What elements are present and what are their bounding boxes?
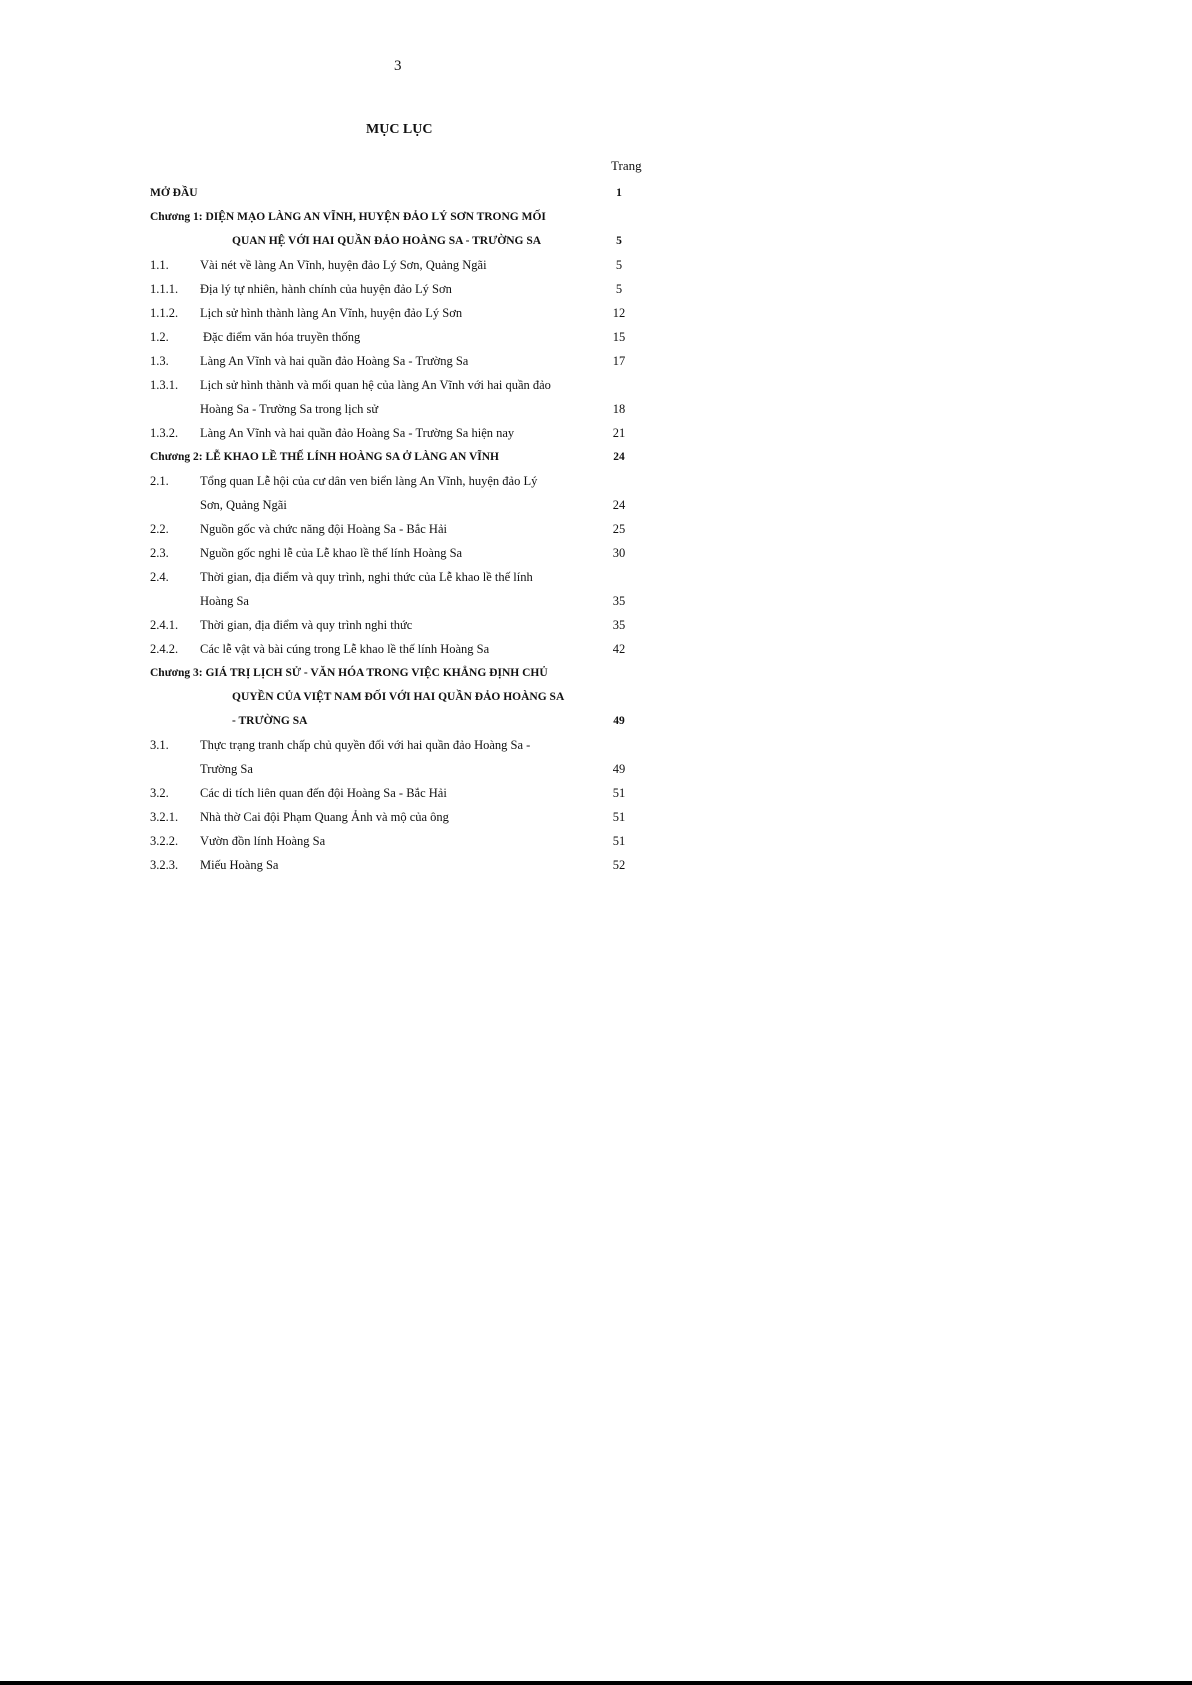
toc-page-number: 51 [612, 834, 626, 848]
toc-section-entry [150, 301, 660, 325]
toc-section-entry [150, 517, 660, 541]
toc-section-number: 3.1. [150, 738, 169, 752]
toc-section-number: 2.2. [150, 522, 169, 536]
toc-entry-text [203, 325, 623, 349]
toc-entry-line: Lịch sử hình thành làng An Vĩnh, huyện đảo Lý Sơn [200, 306, 463, 320]
toc-section-entry [150, 805, 660, 829]
toc-entry-line: Vài nét về làng An Vĩnh, huyện đảo Lý Sơn, Quảng Ngãi [200, 258, 487, 272]
toc-entry-text [200, 277, 620, 301]
toc-entry-text [200, 637, 620, 661]
toc-chapter-entry [150, 205, 660, 253]
toc-entry-text [150, 181, 570, 205]
toc-entry-text [200, 733, 620, 781]
toc-page-number: 30 [612, 546, 626, 560]
toc-page-number: 15 [612, 330, 626, 344]
toc-entry-line: Nguồn gốc nghi lễ của Lễ khao lề thế lính Hoàng Sa [200, 546, 463, 560]
toc-entry-line: GIÁ TRỊ LỊCH SỬ - VĂN HÓA TRONG VIỆC KHẲNG ĐỊNH CHỦ [202, 667, 548, 679]
toc-entry-text [200, 301, 620, 325]
toc-entry-line: Nhà thờ Cai đội Phạm Quang Ảnh và mộ của ông [200, 810, 449, 824]
toc-section-number: 1.3. [150, 354, 169, 368]
toc-entry-line: Thời gian, địa điểm và quy trình nghi thức [200, 618, 413, 632]
toc-entry-line: DIỆN MẠO LÀNG AN VĨNH, HUYỆN ĐẢO LÝ SƠN TRONG MỐI [202, 211, 546, 223]
toc-section-number: 2.4. [150, 570, 169, 584]
toc-section-number: 1.1.2. [150, 306, 179, 320]
toc-entry-line: Lịch sử hình thành và mối quan hệ của làng An Vĩnh với hai quần đảo [200, 378, 551, 392]
toc-section-number: 3.2. [150, 786, 169, 800]
toc-section-entry [150, 373, 660, 421]
toc-page-number: 52 [612, 858, 626, 872]
toc-entry-text [150, 445, 600, 469]
toc-chapter-label: Chương 1: [150, 211, 203, 223]
toc-page-number: 25 [612, 522, 626, 536]
toc-entry-line: - TRƯỜNG SA [232, 715, 308, 727]
toc-intro-entry [150, 181, 660, 205]
toc-page-number: 24 [612, 498, 626, 512]
toc-entry-line: Làng An Vĩnh và hai quần đảo Hoàng Sa - Trường Sa [200, 354, 469, 368]
toc-section-number: 1.3.1. [150, 378, 179, 392]
toc-entry-line: Sơn, Quảng Ngãi [200, 498, 287, 512]
toc-title: MỤC LỤC [366, 122, 433, 137]
toc-entry-line: Hoàng Sa - Trường Sa trong lịch sử [200, 402, 379, 416]
toc-entry-line: Hoàng Sa [200, 594, 249, 608]
toc-section-number: 2.4.2. [150, 642, 179, 656]
toc-chapter-heading [150, 667, 548, 679]
toc-section-entry [150, 349, 660, 373]
toc-chapter-heading [150, 451, 499, 463]
toc-section-entry [150, 325, 660, 349]
toc-entry-line: Vườn đồn lính Hoàng Sa [200, 834, 326, 848]
toc-entry-line: Đặc điểm văn hóa truyền thống [203, 330, 361, 344]
toc-section-entry [150, 277, 660, 301]
toc-page-number: 18 [612, 402, 626, 416]
toc-page-number: 5 [616, 235, 622, 247]
toc-section-entry [150, 781, 660, 805]
toc-entry-text [200, 853, 620, 877]
toc-entry-line: LỄ KHAO LỀ THẾ LÍNH HOÀNG SA Ở LÀNG AN VĨNH [202, 451, 499, 463]
toc-entry-line: Miếu Hoàng Sa [200, 858, 279, 872]
page-number: 3 [394, 58, 402, 74]
toc-entry-line: Trường Sa [200, 762, 253, 776]
toc-entry-text [200, 541, 620, 565]
page-column-label: Trang [611, 158, 642, 173]
toc-page-number: 49 [613, 715, 625, 727]
toc-entry-text [200, 517, 620, 541]
toc-section-number: 2.1. [150, 474, 169, 488]
toc-entry-line: Nguồn gốc và chức năng đội Hoàng Sa - Bắc Hải [200, 522, 447, 536]
toc-entry-text [200, 781, 620, 805]
toc-chapter-label: Chương 2: [150, 451, 203, 463]
toc-entry-line: QUAN HỆ VỚI HAI QUẦN ĐẢO HOÀNG SA - TRƯỜNG SA [232, 235, 542, 247]
toc-entry-line: Các di tích liên quan đến đội Hoàng Sa - Bắc Hải [200, 786, 447, 800]
toc-entry-text [200, 349, 620, 373]
toc-section-number: 1.1. [150, 258, 169, 272]
toc-entry-line: Làng An Vĩnh và hai quần đảo Hoàng Sa - Trường Sa hiện nay [200, 426, 515, 440]
toc-section-entry [150, 829, 660, 853]
toc-page-number: 35 [612, 618, 626, 632]
toc-page-number: 5 [615, 258, 623, 272]
toc-section-number: 1.2. [150, 330, 169, 344]
toc-entry-line: Thực trạng tranh chấp chủ quyền đối với hai quần đảo Hoàng Sa - [200, 738, 531, 752]
toc-section-entry [150, 733, 660, 781]
toc-entry-line: Tổng quan Lễ hội của cư dân ven biển làng An Vĩnh, huyện đảo Lý [200, 474, 538, 488]
toc-page-number: 35 [612, 594, 626, 608]
toc-section-entry [150, 469, 660, 517]
toc-chapter-label: Chương 3: [150, 667, 203, 679]
toc-chapter-heading [150, 211, 546, 223]
toc-section-number: 3.2.1. [150, 810, 179, 824]
toc-entry-line: Các lễ vật và bài cúng trong Lễ khao lề thế lính Hoàng Sa [200, 642, 490, 656]
toc-entry-text [200, 421, 620, 445]
toc-page-number: 51 [612, 810, 626, 824]
toc-section-entry [150, 421, 660, 445]
toc-section-entry [150, 565, 660, 613]
toc-list [150, 181, 660, 877]
toc-entry-text [150, 205, 600, 253]
toc-section-entry [150, 637, 660, 661]
toc-page-number: 49 [612, 762, 626, 776]
toc-entry-text [150, 661, 600, 733]
toc-section-entry [150, 541, 660, 565]
toc-page-number: 21 [612, 426, 626, 440]
toc-chapter-entry [150, 445, 660, 469]
toc-entry-text [200, 613, 620, 637]
toc-section-number: 1.3.2. [150, 426, 179, 440]
toc-section-entry [150, 613, 660, 637]
toc-entry-text [200, 373, 620, 421]
toc-section-number: 2.3. [150, 546, 169, 560]
toc-entry-line: Thời gian, địa điểm và quy trình, nghi thức của Lễ khao lề thế lính [200, 570, 533, 584]
bottom-rule [0, 1681, 1192, 1685]
toc-section-number: 3.2.3. [150, 858, 179, 872]
toc-entry-line: MỞ ĐẦU [150, 187, 198, 199]
toc-page-number: 51 [612, 786, 626, 800]
toc-entry-text [200, 253, 620, 277]
toc-page-number: 5 [615, 282, 623, 296]
toc-page-number: 24 [613, 451, 625, 463]
toc-section-entry [150, 253, 660, 277]
toc-entry-text [200, 565, 620, 613]
toc-page-number: 12 [612, 306, 626, 320]
toc-entry-line: Địa lý tự nhiên, hành chính của huyện đảo Lý Sơn [200, 282, 452, 296]
toc-section-entry [150, 853, 660, 877]
toc-entry-text [200, 829, 620, 853]
toc-entry-text [200, 469, 620, 517]
toc-chapter-entry [150, 661, 660, 733]
toc-page-number: 17 [612, 354, 626, 368]
toc-section-number: 2.4.1. [150, 618, 179, 632]
toc-section-number: 3.2.2. [150, 834, 179, 848]
toc-section-number: 1.1.1. [150, 282, 179, 296]
toc-entry-line: QUYỀN CỦA VIỆT NAM ĐỐI VỚI HAI QUẦN ĐẢO HOÀNG SA [232, 691, 565, 703]
toc-page-number: 1 [616, 187, 622, 199]
toc-entry-text [200, 805, 620, 829]
toc-page-number: 42 [612, 642, 626, 656]
